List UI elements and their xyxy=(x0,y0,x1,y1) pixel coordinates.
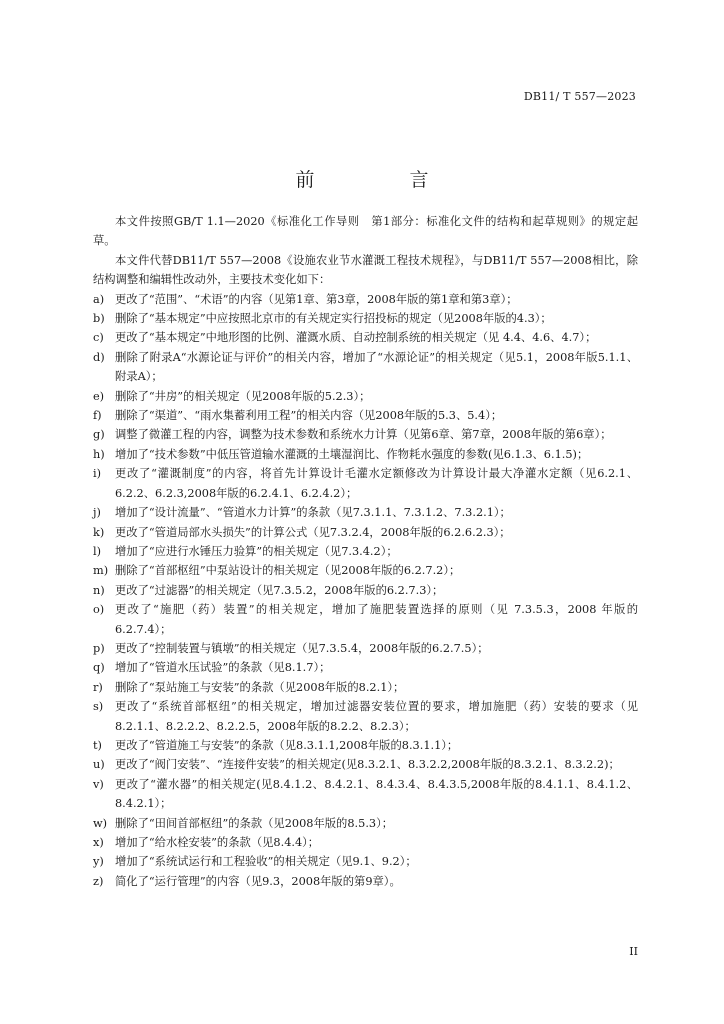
list-item-text: 增加了“管道水压试验”的条款（见8.1.7）； xyxy=(115,661,331,675)
list-item-text: 更改了“范围”、“术语”的内容（见第1章、第3章，2008年版的第1章和第3章）； xyxy=(115,292,518,306)
list-item-marker: b) xyxy=(93,312,105,326)
list-item-marker: g) xyxy=(93,428,105,442)
list-item-marker: t) xyxy=(93,738,102,752)
list-item-text: 简化了“运行管理”的内容（见9.3，2008年版的第9章）。 xyxy=(115,874,401,888)
list-item-text: 增加了“给水栓安装”的条款（见8.4.4）； xyxy=(115,836,320,849)
list-item-text: 更改了“过滤器”的相关规定（见7.3.5.2，2008年版的6.2.7.3）； xyxy=(115,583,444,597)
list-item-text: 删除了“田间首部枢纽”的条款（见2008年版的8.5.3）； xyxy=(115,816,394,830)
changes-list xyxy=(93,290,638,892)
list-item xyxy=(93,639,638,658)
list-item xyxy=(93,872,638,891)
list-item-marker: x) xyxy=(93,836,104,849)
list-item xyxy=(93,387,638,406)
list-item-text: 更改了“系统首部枢纽”的相关规定，增加过滤器安装位置的要求，增加施肥（药）安装的要求（见8.2.1.1、8.2.2.2、8.2.2.5，2008年版的8.2.2、8.2.3）； xyxy=(115,700,638,733)
page-number: II xyxy=(629,945,638,958)
list-item-text: 更改了“灌溉制度”的内容，将首先计算设计毛灌水定额修改为计算设计最大净灌水定额（见6.2.1、6.2.2、6.2.3,2008年版的6.2.4.1、6.2.4.2）； xyxy=(115,467,638,500)
list-item xyxy=(93,697,638,736)
list-item-marker: o) xyxy=(93,603,105,617)
list-item xyxy=(93,600,638,639)
preface-body xyxy=(93,212,638,891)
list-item-marker: w) xyxy=(93,816,108,830)
list-item-marker: s) xyxy=(93,700,104,714)
list-item xyxy=(93,678,638,697)
list-item xyxy=(93,814,638,833)
document-code: DB11/ T 557—2023 xyxy=(523,90,636,103)
list-item-marker: q) xyxy=(93,661,105,675)
list-item xyxy=(93,523,638,542)
list-item-marker: e) xyxy=(93,389,105,403)
list-item-marker: v) xyxy=(93,777,104,791)
list-item xyxy=(93,328,638,347)
list-item-marker: u) xyxy=(93,758,105,772)
list-item-text: 增加了“应进行水锤压力验算”的相关规定（见7.3.4.2）； xyxy=(115,544,398,558)
page-title: 前 言 xyxy=(295,168,467,191)
list-item-text: 删除了“泵站施工与安装”的条款（见2008年版的8.2.1）； xyxy=(115,680,405,694)
paragraph-replacement: 本文件代替DB11/T 557—2008《设施农业节水灌溉工程技术规程》，与DB11/T 557—2008相比，除结构调整和编辑性改动外，主要技术变化如下： xyxy=(93,253,638,287)
list-item xyxy=(93,833,638,852)
list-item-marker: c) xyxy=(93,331,104,345)
list-item-marker: z) xyxy=(93,874,104,888)
list-item-text: 增加了“设计流量”、“管道水力计算”的条款（见7.3.1.1、7.3.1.2、7.3.2.1）； xyxy=(115,506,511,520)
list-item-marker: n) xyxy=(93,583,105,597)
list-item-marker: y) xyxy=(93,855,104,869)
list-item-marker: h) xyxy=(93,447,105,461)
list-item xyxy=(93,464,638,503)
list-item xyxy=(93,581,638,600)
list-item xyxy=(93,775,638,814)
list-item-marker: f) xyxy=(93,409,102,423)
list-item xyxy=(93,445,638,464)
list-item-text: 删除了“首部枢纽”中泵站设计的相关规定（见2008年版的6.2.7.2）； xyxy=(115,564,461,578)
list-item-marker: j) xyxy=(93,506,101,520)
list-item-text: 增加了“系统试运行和工程验收”的相关规定（见9.1、9.2）； xyxy=(115,855,417,869)
list-item-text: 更改了“管道施工与安装”的条款（见8.3.1.1,2008年版的8.3.1.1）； xyxy=(115,738,459,752)
list-item xyxy=(93,503,638,522)
list-item xyxy=(93,736,638,755)
list-item-text: 删除了“渠道”、“雨水集蓄利用工程”的相关内容（见2008年版的5.3、5.4）； xyxy=(115,409,503,423)
list-item xyxy=(93,658,638,677)
list-item xyxy=(93,425,638,444)
list-item-text: 更改了“阀门安装”、“连接件安装”的相关规定(见8.3.2.1、8.3.2.2,2008年版的8.3.2.1、8.3.2.2)； xyxy=(115,758,620,772)
list-item xyxy=(93,348,638,387)
list-item-marker: p) xyxy=(93,641,105,655)
list-item xyxy=(93,406,638,425)
list-item-text: 更改了“施肥（药）装置”的相关规定，增加了施肥装置选择的原则（见 7.3.5.3，2008 年版的6.2.7.4）； xyxy=(115,603,638,636)
list-item xyxy=(93,561,638,580)
list-item-text: 删除了“井房”的相关规定（见2008年版的5.2.3）； xyxy=(115,389,371,403)
list-item-text: 删除了附录A“水源论证与评价”的相关内容，增加了“水源论证”的相关规定（见5.1，2008年版5.1.1、附录A）； xyxy=(115,350,638,384)
list-item-marker: k) xyxy=(93,525,105,539)
list-item-text: 更改了“基本规定”中地形图的比例、灌溉水质、自动控制系统的相关规定（见 4.4、4.6、4.7）； xyxy=(115,331,597,345)
list-item-text: 更改了“控制装置与镇墩”的相关规定（见7.3.5.4，2008年版的6.2.7.5）； xyxy=(115,641,489,655)
list-item xyxy=(93,309,638,328)
list-item xyxy=(93,852,638,871)
list-item-marker: m) xyxy=(93,564,109,578)
paragraph-drafting-basis: 本文件按照GB/T 1.1—2020《标准化工作导则 第1部分：标准化文件的结构和起草规则》的规定起草。 xyxy=(93,215,638,248)
list-item-marker: r) xyxy=(93,680,103,694)
list-item-marker: l) xyxy=(93,544,102,558)
list-item xyxy=(93,755,638,774)
list-item-text: 增加了“技术参数”中低压管道输水灌溉的土壤湿润比、作物耗水强度的参数(见6.1.3、6.1.5)； xyxy=(115,447,589,461)
list-item-marker: i) xyxy=(93,467,102,481)
list-item xyxy=(93,290,638,309)
list-item-text: 更改了“管道局部水头损失”的计算公式（见7.3.2.4，2008年版的6.2.6.2.3）； xyxy=(115,525,511,539)
list-item-marker: a) xyxy=(93,292,105,306)
list-item-text: 更改了“灌水器”的相关规定(见8.4.1.2、8.4.2.1、8.4.3.4、8.4.3.5,2008年版的8.4.1.1、8.4.1.2、8.4.2.1）； xyxy=(115,777,638,811)
list-item-text: 删除了“基本规定”中应按照北京市的有关规定实行招投标的规定（见2008年版的4.3）； xyxy=(115,312,552,326)
list-item-marker: d) xyxy=(93,350,105,364)
list-item xyxy=(93,542,638,561)
list-item-text: 调整了微灌工程的内容，调整为技术参数和系统水力计算（见第6章、第7章，2008年版的第6章）； xyxy=(115,428,612,442)
